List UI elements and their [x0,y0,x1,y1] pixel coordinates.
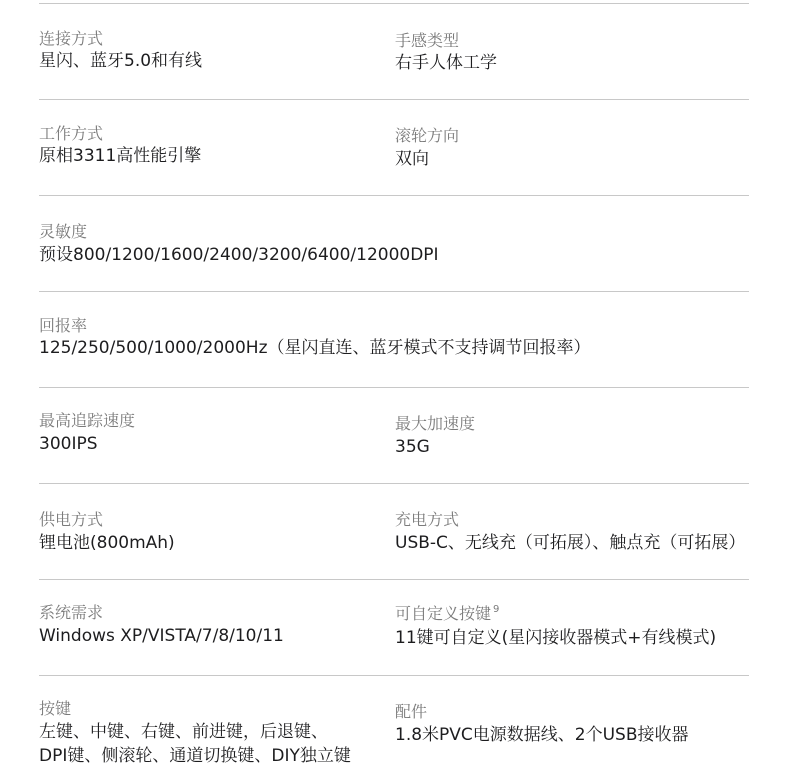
custom-keys-value: 11键可自定义(星闪接收器模式+有线模式) [395,628,717,648]
grip-value: 右手人体工学 [395,53,497,73]
polling-value: 125/250/500/1000/2000Hz（星闪直连、蓝牙模式不支持调节回报率） [39,338,591,358]
divider [39,99,749,100]
connection-value: 星闪、蓝牙5.0和有线 [39,51,203,71]
accessories-value: 1.8米PVC电源数据线、2个USB接收器 [395,725,689,745]
working-value: 原相3311高性能引擎 [39,146,202,166]
divider [39,579,749,580]
accessories-label: 配件 [395,702,428,721]
acceleration-label: 最大加速度 [395,414,476,433]
acceleration-value: 35G [395,437,430,457]
keys-value-line1: 左键、中键、右键、前进键，后退键、 [39,722,328,742]
keys-value-line2: DPI键、侧滚轮、通道切换键、DIY独立键 [39,746,351,766]
sensitivity-value: 预设800/1200/1600/2400/3200/6400/12000DPI [39,245,439,265]
connection-label: 连接方式 [39,29,104,48]
system-label: 系统需求 [39,603,104,622]
power-value: 锂电池(800mAh) [39,533,175,553]
custom-keys-label-text: 可自定义按键 [395,604,492,623]
divider [39,387,749,388]
divider [39,195,749,196]
divider [39,291,749,292]
scroll-value: 双向 [395,149,429,169]
tracking-value: 300IPS [39,434,98,454]
grip-label: 手感类型 [395,31,460,50]
divider [39,483,749,484]
custom-keys-label [395,604,499,624]
footnote-marker: 9 [493,604,500,615]
polling-label: 回报率 [39,316,88,335]
tracking-label: 最高追踪速度 [39,411,136,430]
system-value: Windows XP/VISTA/7/8/10/11 [39,626,284,646]
charging-label: 充电方式 [395,510,460,529]
scroll-label: 滚轮方向 [395,126,460,145]
power-label: 供电方式 [39,510,104,529]
keys-label: 按键 [39,699,72,718]
charging-value: USB-C、无线充（可拓展）、触点充（可拓展） [395,533,746,553]
divider [39,675,749,676]
divider [39,3,749,4]
sensitivity-label: 灵敏度 [39,222,88,241]
working-label: 工作方式 [39,124,104,143]
